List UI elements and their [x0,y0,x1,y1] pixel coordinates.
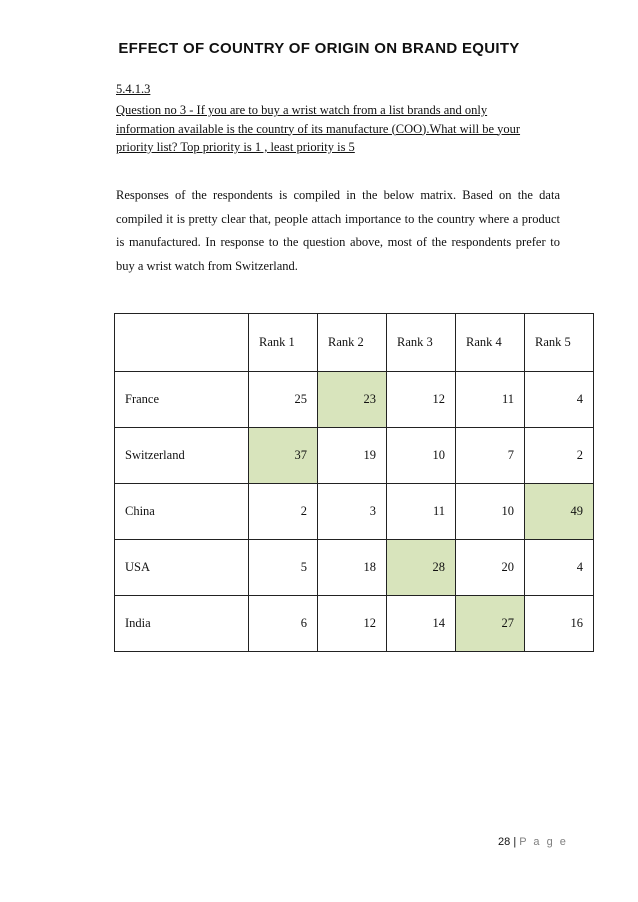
value-cell: 12 [387,372,456,428]
page-footer [498,836,568,848]
footer-separator: | [513,836,517,848]
country-cell: India [115,596,249,652]
value-cell: 19 [318,428,387,484]
table-header-row [115,314,594,372]
value-cell: 20 [456,540,525,596]
value-cell: 4 [525,372,594,428]
value-cell: 18 [318,540,387,596]
question-line: information available is the country of its manufacture (COO).What will be your [116,121,521,136]
value-cell: 7 [456,428,525,484]
value-cell: 16 [525,596,594,652]
value-cell: 2 [525,428,594,484]
value-cell-highlighted: 49 [525,484,594,540]
country-cell: China [115,484,249,540]
value-cell-highlighted: 28 [387,540,456,596]
value-cell: 11 [387,484,456,540]
question-line: priority list? Top priority is 1 , least priority is 5 [116,140,355,154]
value-cell: 10 [456,484,525,540]
column-header-rank-1: Rank 1 [249,314,318,372]
page-header-title: EFFECT OF COUNTRY OF ORIGIN ON BRAND EQUITY [118,40,520,57]
value-cell: 3 [318,484,387,540]
column-header-rank-2: Rank 2 [318,314,387,372]
country-cell: USA [115,540,249,596]
value-cell-highlighted: 37 [249,428,318,484]
value-cell: 12 [318,596,387,652]
ranking-matrix-table [114,313,594,652]
value-cell-highlighted: 23 [318,372,387,428]
page-number: 28 [498,836,511,848]
column-header-rank-5: Rank 5 [525,314,594,372]
value-cell: 2 [249,484,318,540]
question-line: Question no 3 - If you are to buy a wrist watch from a list brands and only [116,103,488,117]
page-label: P a g e [519,836,568,848]
table-row-switzerland [115,428,594,484]
value-cell: 4 [525,540,594,596]
table-row-usa [115,540,594,596]
table-row-china [115,484,594,540]
country-cell: Switzerland [115,428,249,484]
column-header-rank-3: Rank 3 [387,314,456,372]
value-cell: 25 [249,372,318,428]
question-text [116,101,546,157]
section-number: 5.4.1.3 [116,82,151,96]
value-cell-highlighted: 27 [456,596,525,652]
table-corner-cell [115,314,249,372]
column-header-rank-4: Rank 4 [456,314,525,372]
table-row-india [115,596,594,652]
response-paragraph: Responses of the respondents is compiled in the below matrix. Based on the data compiled it is pretty clear that, people attach importance to the country where a product is manufactured. In response to the question above, most of the respondents prefer to buy a wrist watch from Switzerland. [116,188,560,273]
country-cell: France [115,372,249,428]
value-cell: 6 [249,596,318,652]
table-row-france [115,372,594,428]
value-cell: 11 [456,372,525,428]
value-cell: 14 [387,596,456,652]
value-cell: 5 [249,540,318,596]
value-cell: 10 [387,428,456,484]
